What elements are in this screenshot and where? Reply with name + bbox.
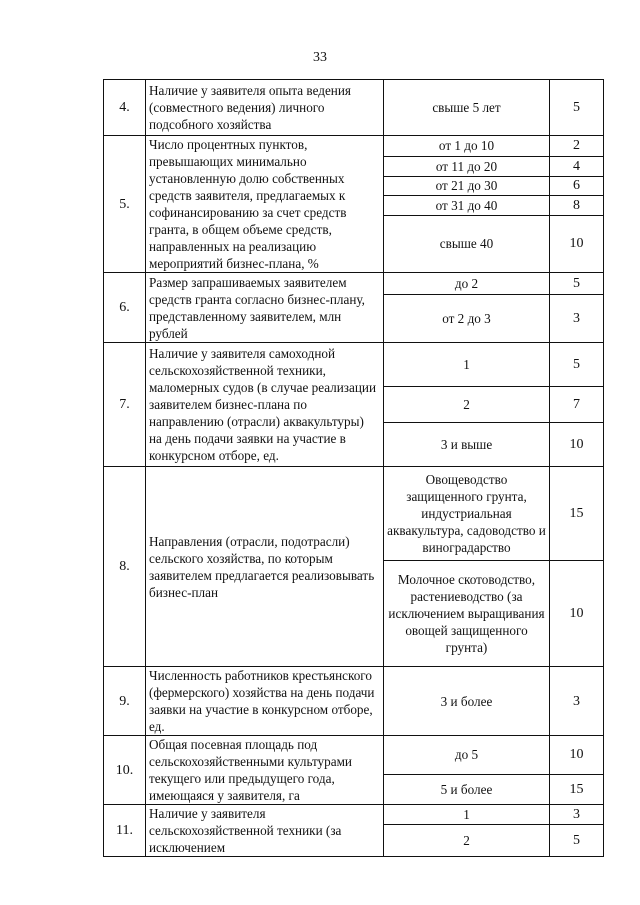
- option-points: 5: [550, 343, 604, 387]
- option-condition: 3 и более: [384, 667, 550, 736]
- table-row: [104, 80, 604, 136]
- criterion-number: 8.: [104, 467, 146, 667]
- option-condition: свыше 40: [384, 215, 550, 272]
- table-row: [104, 273, 604, 295]
- option-points: 10: [550, 736, 604, 775]
- criteria-table: [103, 79, 604, 857]
- option-points: 15: [550, 774, 604, 804]
- option-points: 3: [550, 295, 604, 343]
- option-points: 7: [550, 387, 604, 423]
- option-condition: до 5: [384, 736, 550, 775]
- criterion-number: 7.: [104, 343, 146, 467]
- criterion-description: Наличие у заявителя самоходной сельскохозяйственной техники, маломерных судов (в случае реализации заявителем бизнес-плана по направлению (отрасли) аквакультуры) на день подачи заявки на участие в конкурсном отборе, ед.: [146, 343, 384, 467]
- criterion-description: Направления (отрасли, подотрасли) сельского хозяйства, по которым заявителем предлагается реализовывать бизнес-план: [146, 467, 384, 667]
- option-condition: 3 и выше: [384, 423, 550, 467]
- option-condition: 2: [384, 825, 550, 857]
- criterion-number: 11.: [104, 805, 146, 857]
- option-condition: от 2 до 3: [384, 295, 550, 343]
- option-condition: от 1 до 10: [384, 136, 550, 157]
- option-points: 3: [550, 667, 604, 736]
- option-points: 6: [550, 176, 604, 196]
- option-points: 4: [550, 156, 604, 176]
- criterion-number: 10.: [104, 736, 146, 805]
- option-condition: свыше 5 лет: [384, 80, 550, 136]
- option-points: 5: [550, 825, 604, 857]
- table-row: [104, 136, 604, 157]
- criterion-description: Размер запрашиваемых заявителем средств гранта согласно бизнес-плану, представленному заявителем, млн рублей: [146, 273, 384, 343]
- criterion-description: Число процентных пунктов, превышающих минимально установленную долю собственных средств заявителя, предлагаемых к софинансированию за счет средств гранта, в общем объеме средств, направленных на реализацию мероприятий бизнес-плана, %: [146, 136, 384, 273]
- criterion-description: Наличие у заявителя опыта ведения (совместного ведения) личного подсобного хозяйства: [146, 80, 384, 136]
- table-row: [104, 736, 604, 775]
- criterion-description: Наличие у заявителя сельскохозяйственной техники (за исключением: [146, 805, 384, 857]
- option-condition: 2: [384, 387, 550, 423]
- option-points: 2: [550, 136, 604, 157]
- option-points: 15: [550, 467, 604, 561]
- option-condition: от 11 до 20: [384, 156, 550, 176]
- option-condition: Овощеводство защищенного грунта, индустриальная аквакультура, садоводство и виноградарство: [384, 467, 550, 561]
- option-condition: Молочное скотоводство, растениеводство (за исключением выращивания овощей защищенного грунта): [384, 561, 550, 667]
- option-points: 5: [550, 80, 604, 136]
- option-condition: 1: [384, 805, 550, 825]
- option-points: 10: [550, 423, 604, 467]
- table-row: [104, 667, 604, 736]
- table-row: [104, 805, 604, 825]
- criterion-number: 9.: [104, 667, 146, 736]
- option-points: 5: [550, 273, 604, 295]
- option-condition: от 21 до 30: [384, 176, 550, 196]
- option-points: 8: [550, 196, 604, 216]
- criterion-number: 4.: [104, 80, 146, 136]
- option-points: 10: [550, 215, 604, 272]
- table-row: [104, 343, 604, 387]
- page-number: 33: [313, 50, 327, 65]
- option-points: 3: [550, 805, 604, 825]
- option-condition: от 31 до 40: [384, 196, 550, 216]
- table-row: [104, 467, 604, 561]
- criterion-number: 6.: [104, 273, 146, 343]
- option-condition: 1: [384, 343, 550, 387]
- option-points: 10: [550, 561, 604, 667]
- criterion-description: Численность работников крестьянского (фермерского) хозяйства на день подачи заявки на участие в конкурсном отборе, ед.: [146, 667, 384, 736]
- criterion-number: 5.: [104, 136, 146, 273]
- option-condition: до 2: [384, 273, 550, 295]
- criterion-description: Общая посевная площадь под сельскохозяйственными культурами текущего или предыдущего года, имеющаяся у заявителя, га: [146, 736, 384, 805]
- option-condition: 5 и более: [384, 774, 550, 804]
